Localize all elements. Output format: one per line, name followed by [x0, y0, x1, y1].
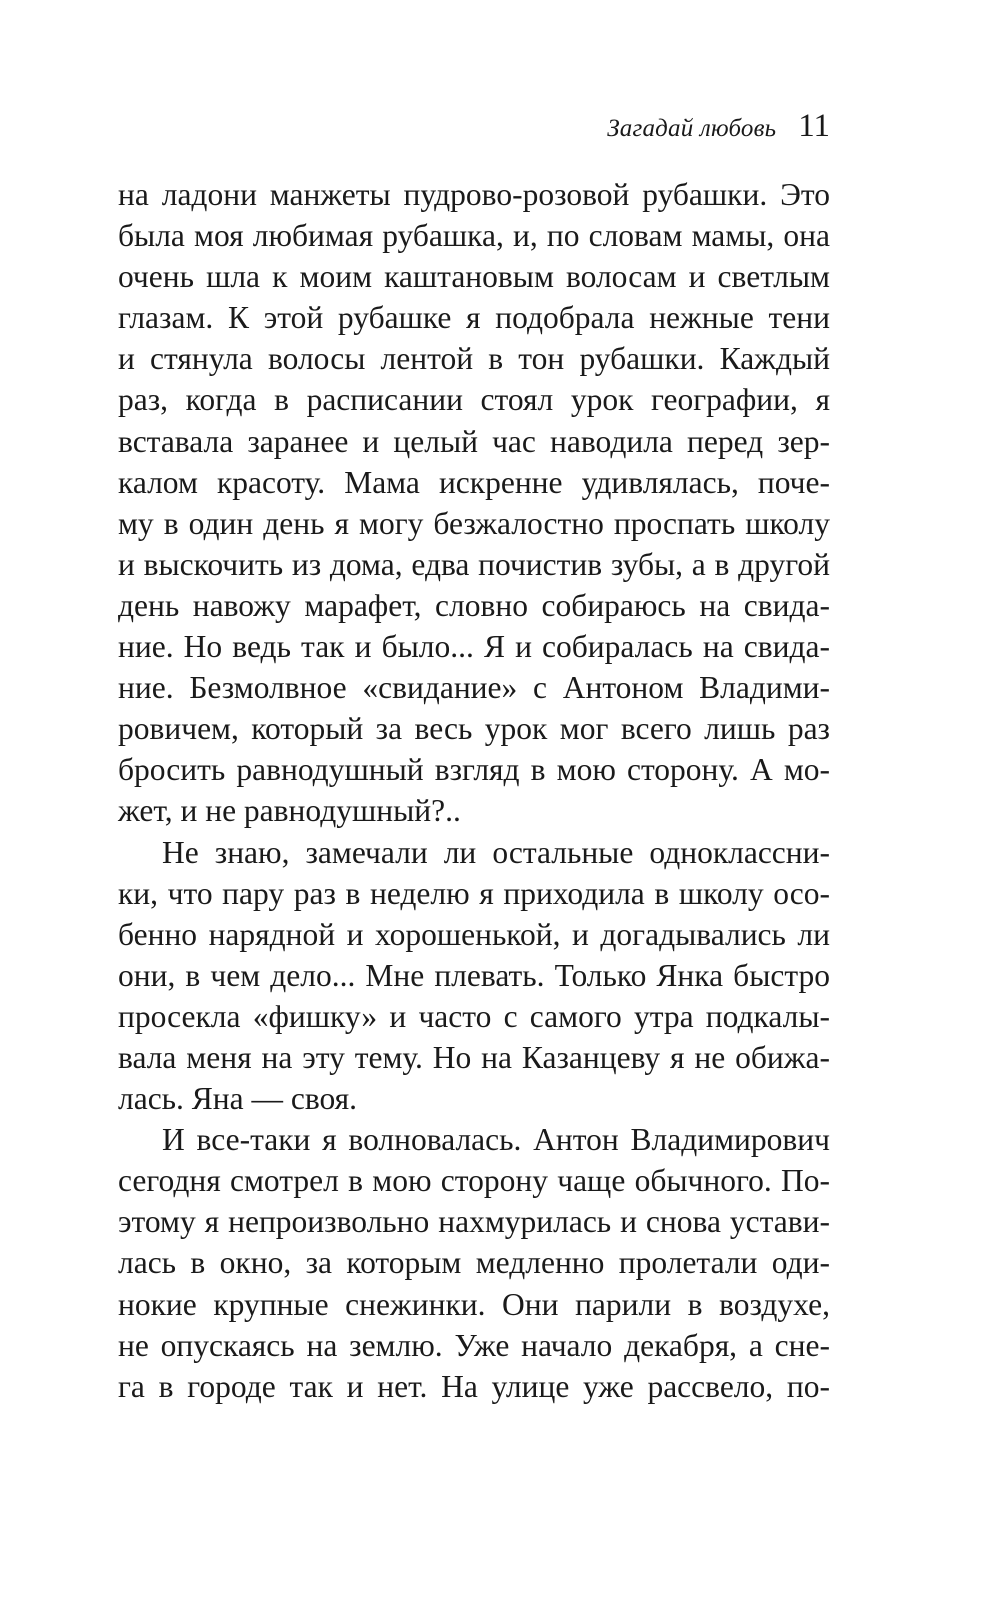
text-line: бенно нарядной и хорошенькой, и догадывались ли [118, 916, 830, 952]
text-line: раз, когда в расписании стоял урок географии, я [118, 382, 830, 418]
text-line: Не знаю, замечали ли остальные одноклассни- [162, 834, 830, 870]
page-number: 11 [798, 108, 830, 144]
paragraph-3 [118, 1119, 830, 1407]
text-line: и стянула волосы лентой в тон рубашки. Каждый [118, 341, 830, 377]
text-line: бросить равнодушный взгляд в мою сторону. А мо- [118, 752, 830, 788]
text-line: на ладони манжеты пудрово-розовой рубашки. Это [118, 177, 830, 212]
text-line: просекла «фишку» и часто с самого утра подкалы- [118, 998, 830, 1034]
paragraph-2 [118, 832, 830, 1120]
page-header [0, 108, 830, 145]
text-line: ровичем, который за весь урок мог всего лишь раз [118, 711, 830, 747]
text-line: они, в чем дело... Мне плевать. Только Янка быстро [118, 957, 830, 993]
text-line: вставала заранее и целый час наводила перед зер- [118, 423, 830, 459]
text-line: нокие крупные снежинки. Они парили в воздухе, [118, 1286, 830, 1322]
text-line: лась. Яна — своя. [118, 1081, 358, 1117]
text-line: ние. Но ведь так и было... Я и собиралась на свида- [118, 629, 830, 665]
text-line: га в городе так и нет. На улице уже рассвело, по- [118, 1368, 830, 1404]
text-line: сегодня смотрел в мою сторону чаще обычного. По- [118, 1163, 830, 1199]
text-line: лась в окно, за которым медленно пролетали оди- [118, 1245, 830, 1281]
text-line: и выскочить из дома, едва почистив зубы, а в другой [118, 546, 830, 582]
text-line: была моя любимая рубашка, и, по словам мамы, она [118, 218, 830, 254]
text-line: ние. Безмолвное «свидание» с Антоном Владими- [118, 670, 830, 706]
text-line: И все-таки я волновалась. Антон Владимирович [162, 1122, 830, 1158]
body-text [118, 174, 830, 1407]
text-line: вала меня на эту тему. Но на Казанцеву я не обижа- [118, 1039, 830, 1075]
text-line: му в один день я могу безжалостно проспать школу [118, 505, 830, 541]
running-title: Загадай любовь [607, 115, 777, 142]
text-line: этому я непроизвольно нахмурилась и снова устави- [118, 1204, 830, 1240]
text-line: ки, что пару раз в неделю я приходила в школу осо- [118, 875, 830, 911]
paragraph-1 [118, 174, 830, 832]
text-line: глазам. К этой рубашке я подобрала нежные тени [118, 300, 830, 336]
text-line: очень шла к моим каштановым волосам и светлым [118, 259, 830, 295]
text-line: жет, и не равнодушный?.. [118, 793, 461, 829]
text-line: день навожу марафет, словно собираюсь на свида- [118, 587, 830, 623]
text-line: не опускаясь на землю. Уже начало декабря, а сне- [118, 1327, 830, 1363]
text-line: калом красоту. Мама искренне удивлялась, поче- [118, 464, 830, 500]
